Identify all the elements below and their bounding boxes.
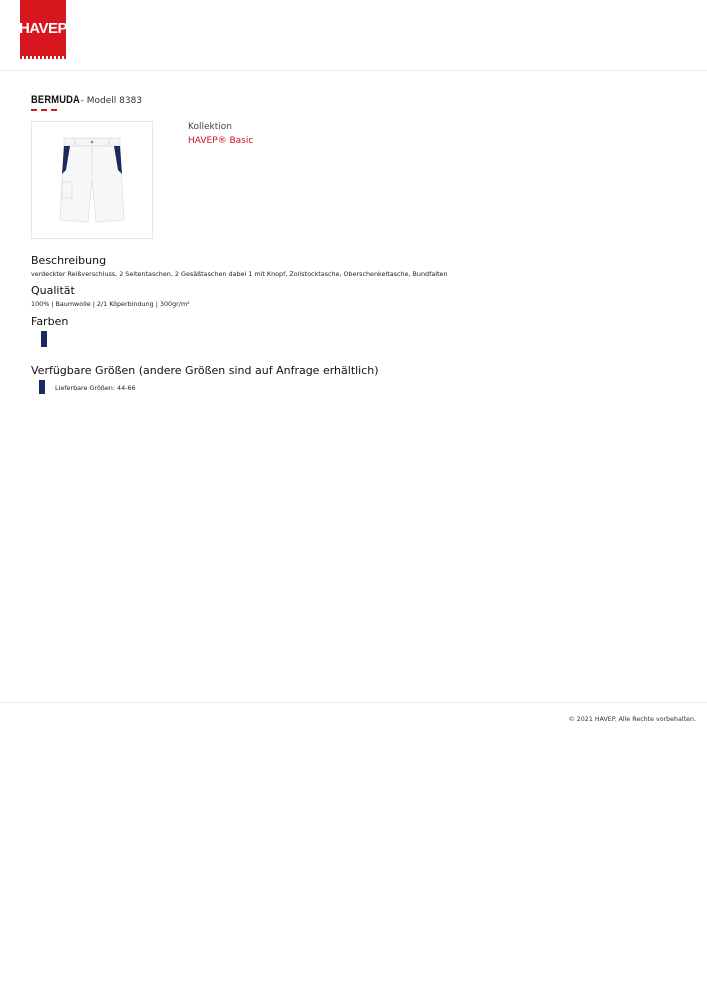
header-divider [0, 70, 707, 71]
description-text: verdeckter Reißverschluss, 2 Seitentaschen, 2 Gesäßtaschen dabei 1 mit Knopf, Zollstocktasche, Oberschenkeltasche, Bundfalten [31, 270, 448, 278]
color-swatch-navy[interactable] [41, 331, 47, 347]
product-title [31, 94, 142, 106]
quality-text: 100% | Baumwolle | 2/1 Köperbindung | 300gr/m² [31, 300, 190, 308]
collection-link[interactable]: HAVEP® Basic [188, 136, 254, 146]
size-color-swatch [39, 380, 45, 394]
product-name: BERMUDA [31, 94, 80, 106]
collection-label: Kollektion [188, 122, 232, 132]
sizes-heading: Verfügbare Größen (andere Größen sind auf Anfrage erhältlich) [31, 364, 379, 377]
copyright-text: © 2021 HAVEP. Alle Rechte vorbehalten. [568, 716, 696, 723]
shorts-image [56, 130, 128, 230]
product-model: - Modell 8383 [80, 96, 143, 106]
product-image[interactable] [31, 121, 153, 239]
quality-heading: Qualität [31, 284, 75, 297]
havep-logo[interactable]: HAVEP [20, 0, 66, 56]
colors-heading: Farben [31, 315, 69, 328]
sizes-text: Lieferbare Größen: 44-66 [55, 384, 136, 392]
footer-divider [0, 702, 707, 703]
title-underline-dashes [31, 109, 57, 111]
description-heading: Beschreibung [31, 254, 107, 267]
